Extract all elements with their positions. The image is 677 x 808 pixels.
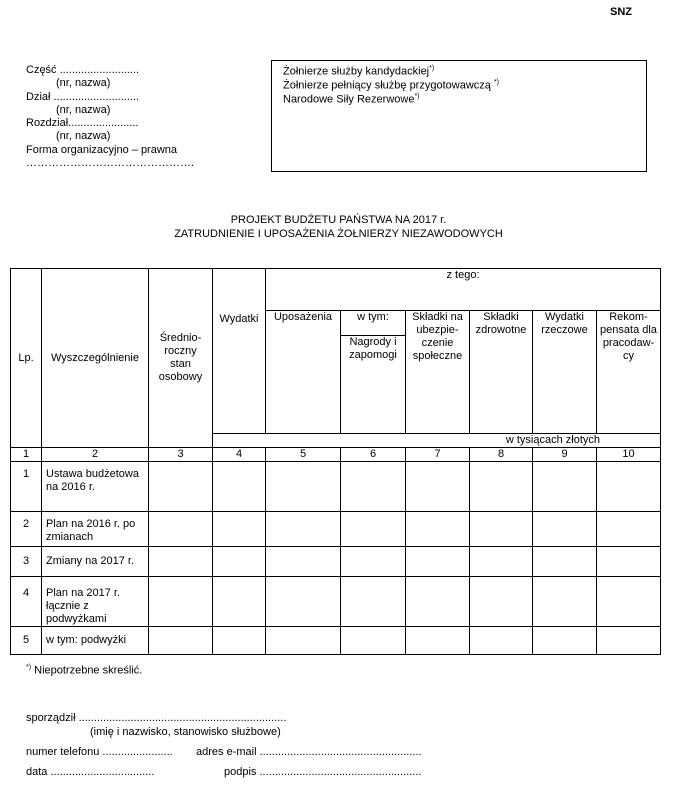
header-nagrody: Nagrody i zapomogi <box>341 336 406 434</box>
page-title: PROJEKT BUDŻETU PAŃSTWA NA 2017 r. <box>230 214 447 226</box>
cell-input[interactable] <box>406 547 470 577</box>
category-przygotowawcza[interactable]: Żołnierze pełniący służbę przygotowawczą <box>283 79 491 92</box>
dzial-note: (nr, nazwa) <box>56 104 111 116</box>
cell-input[interactable] <box>533 462 597 512</box>
header-lp: Lp. <box>11 269 42 448</box>
header-wydatki-rzeczowe: Wydatki rzeczowe <box>533 311 597 434</box>
telefon-field[interactable]: numer telefonu ....................... <box>26 746 173 758</box>
cell-input[interactable] <box>341 462 406 512</box>
header-skladki-ubezpieczenie: Składki na ubezpie-czenie społeczne <box>406 311 470 434</box>
column-number-row <box>11 448 661 462</box>
cell-input[interactable] <box>533 547 597 577</box>
row-label: Ustawa budżetowa na 2016 r. <box>42 462 149 512</box>
cell-input[interactable] <box>533 627 597 655</box>
podpis-field[interactable]: podpis ..................................................... <box>224 766 422 778</box>
col-number: 2 <box>42 448 149 462</box>
cell-input[interactable] <box>597 547 661 577</box>
col-number: 3 <box>149 448 213 462</box>
row-label: Plan na 2017 r. łącznie z podwyżkami <box>42 577 149 627</box>
cell-input[interactable] <box>341 547 406 577</box>
table-row <box>11 512 661 547</box>
sporzadzil-note: (imię i nazwisko, stanowisko służbowe) <box>90 726 281 738</box>
cell-input[interactable] <box>341 512 406 547</box>
email-field[interactable]: adres e-mail ..................................................... <box>196 746 422 758</box>
col-number: 8 <box>470 448 533 462</box>
footnote-mark: *) <box>414 93 420 100</box>
category-nsr[interactable]: Narodowe Siły Rezerwowe <box>283 93 415 106</box>
header-units: w tysiącach złotych <box>213 434 661 448</box>
budget-table <box>10 268 661 655</box>
cell-input[interactable] <box>470 512 533 547</box>
cell-input[interactable] <box>266 577 341 627</box>
cell-input[interactable] <box>213 577 266 627</box>
cell-input[interactable] <box>149 577 213 627</box>
col-number: 9 <box>533 448 597 462</box>
table-row <box>11 462 661 512</box>
category-kandydacka[interactable]: Żołnierze służby kandydackiej <box>283 65 430 78</box>
row-lp: 1 <box>11 462 42 512</box>
cell-input[interactable] <box>533 577 597 627</box>
rozdzial-note: (nr, nazwa) <box>56 130 111 142</box>
cell-input[interactable] <box>597 577 661 627</box>
cell-input[interactable] <box>266 627 341 655</box>
col-number: 7 <box>406 448 470 462</box>
cell-input[interactable] <box>597 462 661 512</box>
cell-input[interactable] <box>266 512 341 547</box>
czesc-note: (nr, nazwa) <box>56 77 111 89</box>
cell-input[interactable] <box>406 512 470 547</box>
col-number: 5 <box>266 448 341 462</box>
data-field[interactable]: data .................................. <box>26 766 155 778</box>
row-label: Zmiany na 2017 r. <box>42 547 149 577</box>
cell-input[interactable] <box>341 577 406 627</box>
page-subtitle: ZATRUDNIENIE I UPOSAŻENIA ŻOŁNIERZY NIEZAWODOWYCH <box>174 228 503 240</box>
cell-input[interactable] <box>406 627 470 655</box>
cell-input[interactable] <box>266 462 341 512</box>
table-row <box>11 627 661 655</box>
table-row <box>11 547 661 577</box>
header-rekompensata: Rekom-pensata dla pracodaw-cy <box>597 311 661 434</box>
header-w-tym: w tym: <box>341 311 406 336</box>
cell-input[interactable] <box>213 627 266 655</box>
cell-input[interactable] <box>406 462 470 512</box>
col-number: 4 <box>213 448 266 462</box>
row-lp: 3 <box>11 547 42 577</box>
row-lp: 2 <box>11 512 42 547</box>
cell-input[interactable] <box>406 577 470 627</box>
table-row <box>11 577 661 627</box>
header-skladki-zdrowotne: Składki zdrowotne <box>470 311 533 434</box>
czesc-field[interactable]: Część .......................... <box>26 64 140 76</box>
cell-input[interactable] <box>213 462 266 512</box>
footnote <box>26 664 142 677</box>
forma-field[interactable]: ………………………………………. <box>26 157 195 169</box>
cell-input[interactable] <box>213 547 266 577</box>
cell-input[interactable] <box>597 512 661 547</box>
header-wydatki: Wydatki <box>213 269 266 434</box>
cell-input[interactable] <box>470 462 533 512</box>
row-lp: 5 <box>11 627 42 655</box>
col-number: 6 <box>341 448 406 462</box>
row-label: w tym: podwyżki <box>42 627 149 655</box>
row-lp: 4 <box>11 577 42 627</box>
col-number: 1 <box>11 448 42 462</box>
cell-input[interactable] <box>341 627 406 655</box>
footnote-mark: *) <box>429 65 435 72</box>
cell-input[interactable] <box>597 627 661 655</box>
footnote-text: Niepotrzebne skreślić. <box>31 664 143 677</box>
category-box <box>271 60 647 172</box>
cell-input[interactable] <box>470 577 533 627</box>
footnote-mark: *) <box>26 664 32 671</box>
header-z-tego: z tego: <box>266 269 661 311</box>
header-uposazenia: Uposażenia <box>266 311 341 434</box>
document-code: SNZ <box>610 6 632 18</box>
cell-input[interactable] <box>149 627 213 655</box>
sporzadzil-field[interactable]: sporządził .................................................................... <box>26 712 287 724</box>
cell-input[interactable] <box>533 512 597 547</box>
cell-input[interactable] <box>213 512 266 547</box>
cell-input[interactable] <box>470 627 533 655</box>
cell-input[interactable] <box>149 547 213 577</box>
row-label: Plan na 2016 r. po zmianach <box>42 512 149 547</box>
cell-input[interactable] <box>470 547 533 577</box>
rozdzial-field[interactable]: Rozdział....................... <box>26 117 139 129</box>
cell-input[interactable] <box>266 547 341 577</box>
header-wyszczegolnienie: Wyszczególnienie <box>42 269 149 448</box>
cell-input[interactable] <box>149 512 213 547</box>
header-srednio: Średnio-roczny stan osobowy <box>149 269 213 448</box>
dzial-field[interactable]: Dział ............................ <box>26 91 140 103</box>
forma-label: Forma organizacyjno – prawna <box>26 144 178 156</box>
col-number: 10 <box>597 448 661 462</box>
cell-input[interactable] <box>149 462 213 512</box>
footnote-mark: *) <box>493 79 500 86</box>
